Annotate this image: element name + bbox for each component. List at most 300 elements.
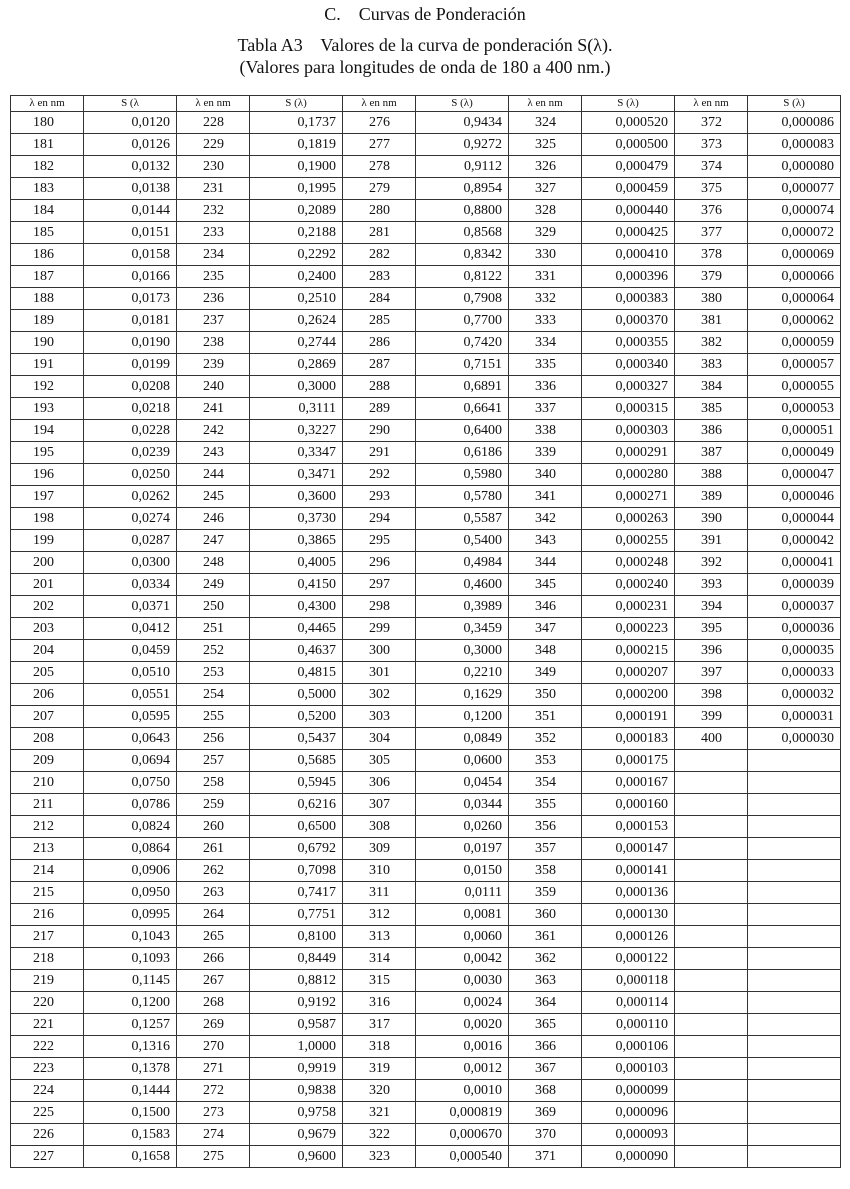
wavelength-cell — [675, 904, 748, 926]
wavelength-cell: 377 — [675, 222, 748, 244]
wavelength-cell: 309 — [343, 838, 416, 860]
weight-value-cell — [748, 1146, 841, 1168]
wavelength-cell: 180 — [11, 112, 84, 134]
weight-value-cell: 0,4005 — [250, 552, 343, 574]
wavelength-cell: 226 — [11, 1124, 84, 1146]
weight-value-cell: 0,000042 — [748, 530, 841, 552]
wavelength-cell — [675, 1102, 748, 1124]
weight-value-cell: 0,000106 — [582, 1036, 675, 1058]
weight-value-cell: 0,000099 — [582, 1080, 675, 1102]
wavelength-cell — [675, 1124, 748, 1146]
wavelength-cell: 233 — [177, 222, 250, 244]
wavelength-cell — [675, 926, 748, 948]
weight-value-cell: 0,000114 — [582, 992, 675, 1014]
wavelength-cell: 295 — [343, 530, 416, 552]
wavelength-cell: 301 — [343, 662, 416, 684]
table-row — [11, 948, 841, 970]
wavelength-cell: 278 — [343, 156, 416, 178]
weight-value-cell — [748, 794, 841, 816]
wavelength-cell: 244 — [177, 464, 250, 486]
weight-value-cell: 0,000160 — [582, 794, 675, 816]
table-row — [11, 310, 841, 332]
weight-value-cell: 0,000072 — [748, 222, 841, 244]
wavelength-cell: 331 — [509, 266, 582, 288]
table-row — [11, 750, 841, 772]
weight-value-cell: 0,0120 — [84, 112, 177, 134]
weight-value-cell: 0,8100 — [250, 926, 343, 948]
wavelength-cell: 330 — [509, 244, 582, 266]
weight-value-cell: 0,8449 — [250, 948, 343, 970]
wavelength-cell: 218 — [11, 948, 84, 970]
weight-value-cell: 0,0600 — [416, 750, 509, 772]
weight-value-cell: 0,1316 — [84, 1036, 177, 1058]
wavelength-cell: 289 — [343, 398, 416, 420]
weight-value-cell: 0,8342 — [416, 244, 509, 266]
wavelength-cell: 242 — [177, 420, 250, 442]
weight-value-cell: 0,000093 — [582, 1124, 675, 1146]
weight-value-cell: 0,000062 — [748, 310, 841, 332]
weight-value-cell: 0,000103 — [582, 1058, 675, 1080]
weight-value-cell: 0,000035 — [748, 640, 841, 662]
weight-value-cell: 0,000039 — [748, 574, 841, 596]
wavelength-cell: 184 — [11, 200, 84, 222]
wavelength-cell — [675, 1036, 748, 1058]
weight-value-cell: 0,1093 — [84, 948, 177, 970]
table-row — [11, 222, 841, 244]
wavelength-cell: 195 — [11, 442, 84, 464]
wavelength-cell: 265 — [177, 926, 250, 948]
weight-value-cell — [748, 1080, 841, 1102]
wavelength-cell: 296 — [343, 552, 416, 574]
weight-value-cell: 0,2089 — [250, 200, 343, 222]
weight-value-cell — [748, 860, 841, 882]
wavelength-cell: 303 — [343, 706, 416, 728]
weight-value-cell: 0,2510 — [250, 288, 343, 310]
weight-value-cell: 0,0786 — [84, 794, 177, 816]
weight-value-cell: 0,0595 — [84, 706, 177, 728]
wavelength-cell: 251 — [177, 618, 250, 640]
wavelength-cell — [675, 1080, 748, 1102]
weight-value-cell: 0,1200 — [416, 706, 509, 728]
weight-value-cell: 0,000303 — [582, 420, 675, 442]
weight-value-cell: 0,1444 — [84, 1080, 177, 1102]
table-row — [11, 552, 841, 574]
wavelength-cell: 221 — [11, 1014, 84, 1036]
weight-value-cell: 0,5685 — [250, 750, 343, 772]
weight-value-cell: 0,0016 — [416, 1036, 509, 1058]
weight-value-cell: 0,0150 — [416, 860, 509, 882]
weight-value-cell: 0,000167 — [582, 772, 675, 794]
weight-value-cell: 0,000291 — [582, 442, 675, 464]
weight-value-cell: 0,9587 — [250, 1014, 343, 1036]
wavelength-cell: 339 — [509, 442, 582, 464]
weight-value-cell: 0,0081 — [416, 904, 509, 926]
wavelength-cell: 206 — [11, 684, 84, 706]
table-row — [11, 178, 841, 200]
weight-value-cell: 0,000086 — [748, 112, 841, 134]
weight-value-cell: 0,000153 — [582, 816, 675, 838]
wavelength-cell: 390 — [675, 508, 748, 530]
wavelength-cell: 189 — [11, 310, 84, 332]
weight-value-cell: 0,000041 — [748, 552, 841, 574]
table-row — [11, 288, 841, 310]
table-row — [11, 1124, 841, 1146]
weight-value-cell: 0,0412 — [84, 618, 177, 640]
wavelength-cell: 245 — [177, 486, 250, 508]
weight-value-cell: 0,000425 — [582, 222, 675, 244]
weight-value-cell: 0,0551 — [84, 684, 177, 706]
weight-value-cell: 0,000500 — [582, 134, 675, 156]
wavelength-cell: 396 — [675, 640, 748, 662]
weight-value-cell: 0,0300 — [84, 552, 177, 574]
weight-value-cell: 0,000032 — [748, 684, 841, 706]
wavelength-cell: 366 — [509, 1036, 582, 1058]
weight-value-cell: 0,0030 — [416, 970, 509, 992]
wavelength-cell: 231 — [177, 178, 250, 200]
weight-value-cell: 0,000066 — [748, 266, 841, 288]
weight-value-cell: 0,000090 — [582, 1146, 675, 1168]
weight-value-cell: 0,4465 — [250, 618, 343, 640]
wavelength-cell: 349 — [509, 662, 582, 684]
table-row — [11, 618, 841, 640]
weight-value-cell: 0,6400 — [416, 420, 509, 442]
weight-value-cell: 0,8800 — [416, 200, 509, 222]
weight-value-cell: 0,0166 — [84, 266, 177, 288]
wavelength-cell: 385 — [675, 398, 748, 420]
weight-value-cell: 0,3865 — [250, 530, 343, 552]
wavelength-cell: 293 — [343, 486, 416, 508]
wavelength-cell: 381 — [675, 310, 748, 332]
wavelength-cell: 276 — [343, 112, 416, 134]
table-row — [11, 244, 841, 266]
wavelength-cell: 368 — [509, 1080, 582, 1102]
wavelength-cell: 365 — [509, 1014, 582, 1036]
weight-value-cell: 0,9112 — [416, 156, 509, 178]
wavelength-cell: 194 — [11, 420, 84, 442]
weight-value-cell: 0,9600 — [250, 1146, 343, 1168]
table-title-line-1: Tabla A3 Valores de la curva de ponderación S(λ). — [237, 35, 613, 55]
wavelength-cell: 274 — [177, 1124, 250, 1146]
weight-value-cell: 0,0287 — [84, 530, 177, 552]
wavelength-cell: 340 — [509, 464, 582, 486]
weight-value-cell: 0,000110 — [582, 1014, 675, 1036]
weight-value-cell: 0,2744 — [250, 332, 343, 354]
wavelength-cell: 258 — [177, 772, 250, 794]
wavelength-cell — [675, 860, 748, 882]
weight-value-cell: 0,0849 — [416, 728, 509, 750]
wavelength-cell: 241 — [177, 398, 250, 420]
wavelength-cell: 370 — [509, 1124, 582, 1146]
weight-value-cell: 0,1500 — [84, 1102, 177, 1124]
wavelength-cell: 261 — [177, 838, 250, 860]
weight-value-cell: 0,8122 — [416, 266, 509, 288]
wavelength-cell: 337 — [509, 398, 582, 420]
wavelength-cell: 288 — [343, 376, 416, 398]
weight-value-cell: 0,8954 — [416, 178, 509, 200]
weight-value-cell: 0,9679 — [250, 1124, 343, 1146]
wavelength-cell: 270 — [177, 1036, 250, 1058]
wavelength-cell: 229 — [177, 134, 250, 156]
wavelength-cell: 387 — [675, 442, 748, 464]
weight-value-cell — [748, 970, 841, 992]
wavelength-cell: 364 — [509, 992, 582, 1014]
weight-value-cell: 0,000118 — [582, 970, 675, 992]
weight-value-cell: 0,0132 — [84, 156, 177, 178]
weight-value-cell: 0,4815 — [250, 662, 343, 684]
weight-value-cell: 0,000315 — [582, 398, 675, 420]
wavelength-cell: 358 — [509, 860, 582, 882]
weight-value-cell — [748, 926, 841, 948]
wavelength-cell: 222 — [11, 1036, 84, 1058]
wavelength-cell: 350 — [509, 684, 582, 706]
weight-value-cell: 0,000340 — [582, 354, 675, 376]
weight-value-cell: 0,1629 — [416, 684, 509, 706]
weight-value-cell: 0,0197 — [416, 838, 509, 860]
weight-value-cell: 0,0510 — [84, 662, 177, 684]
wavelength-cell: 375 — [675, 178, 748, 200]
table-row — [11, 1080, 841, 1102]
weight-value-cell: 0,0260 — [416, 816, 509, 838]
weight-value-cell: 0,000223 — [582, 618, 675, 640]
weight-value-cell: 0,000033 — [748, 662, 841, 684]
wavelength-cell: 277 — [343, 134, 416, 156]
weight-value-cell: 0,000074 — [748, 200, 841, 222]
wavelength-cell: 378 — [675, 244, 748, 266]
wavelength-cell: 361 — [509, 926, 582, 948]
table-row — [11, 508, 841, 530]
table-row — [11, 816, 841, 838]
weighting-table — [10, 95, 841, 1168]
weight-value-cell: 0,000083 — [748, 134, 841, 156]
weight-value-cell: 0,0218 — [84, 398, 177, 420]
weight-value-cell: 0,5200 — [250, 706, 343, 728]
wavelength-cell: 379 — [675, 266, 748, 288]
wavelength-cell: 351 — [509, 706, 582, 728]
wavelength-header-3: λ en nm — [343, 96, 416, 112]
table-row — [11, 970, 841, 992]
weight-value-cell: 0,0010 — [416, 1080, 509, 1102]
weight-value-cell: 0,3600 — [250, 486, 343, 508]
weight-value-cell: 0,1995 — [250, 178, 343, 200]
weight-value-cell — [748, 838, 841, 860]
wavelength-cell: 255 — [177, 706, 250, 728]
wavelength-cell — [675, 948, 748, 970]
wavelength-cell: 394 — [675, 596, 748, 618]
wavelength-cell: 298 — [343, 596, 416, 618]
table-row — [11, 596, 841, 618]
wavelength-cell: 185 — [11, 222, 84, 244]
wavelength-cell: 253 — [177, 662, 250, 684]
weight-value-cell: 0,3459 — [416, 618, 509, 640]
weight-value-cell — [748, 992, 841, 1014]
weight-value-cell: 0,0020 — [416, 1014, 509, 1036]
weight-value-cell: 0,0151 — [84, 222, 177, 244]
wavelength-cell: 384 — [675, 376, 748, 398]
weight-value-cell: 0,000231 — [582, 596, 675, 618]
weight-value-cell: 0,000141 — [582, 860, 675, 882]
wavelength-cell: 362 — [509, 948, 582, 970]
wavelength-cell: 257 — [177, 750, 250, 772]
wavelength-cell: 254 — [177, 684, 250, 706]
wavelength-cell — [675, 794, 748, 816]
wavelength-cell: 344 — [509, 552, 582, 574]
weight-value-cell: 0,000046 — [748, 486, 841, 508]
weight-value-cell: 0,000540 — [416, 1146, 509, 1168]
wavelength-cell: 188 — [11, 288, 84, 310]
weight-value-cell: 0,000030 — [748, 728, 841, 750]
weight-value-cell: 0,0995 — [84, 904, 177, 926]
wavelength-cell: 400 — [675, 728, 748, 750]
wavelength-cell: 338 — [509, 420, 582, 442]
weight-value-cell: 0,0694 — [84, 750, 177, 772]
wavelength-cell: 380 — [675, 288, 748, 310]
wavelength-cell: 343 — [509, 530, 582, 552]
weight-value-cell: 0,000479 — [582, 156, 675, 178]
table-row — [11, 640, 841, 662]
table-row — [11, 112, 841, 134]
wavelength-cell: 352 — [509, 728, 582, 750]
wavelength-cell: 220 — [11, 992, 84, 1014]
wavelength-cell: 238 — [177, 332, 250, 354]
table-row — [11, 376, 841, 398]
wavelength-cell — [675, 1146, 748, 1168]
wavelength-cell: 211 — [11, 794, 84, 816]
weight-value-cell: 0,7908 — [416, 288, 509, 310]
wavelength-cell: 260 — [177, 816, 250, 838]
wavelength-cell: 354 — [509, 772, 582, 794]
wavelength-cell: 389 — [675, 486, 748, 508]
wavelength-cell: 291 — [343, 442, 416, 464]
weight-value-cell: 0,6891 — [416, 376, 509, 398]
table-row — [11, 794, 841, 816]
table-row — [11, 1036, 841, 1058]
wavelength-cell: 243 — [177, 442, 250, 464]
weight-value-cell: 0,000271 — [582, 486, 675, 508]
weight-value-cell: 0,7700 — [416, 310, 509, 332]
wavelength-cell: 259 — [177, 794, 250, 816]
wavelength-cell: 359 — [509, 882, 582, 904]
wavelength-cell: 345 — [509, 574, 582, 596]
wavelength-cell: 318 — [343, 1036, 416, 1058]
weight-value-cell: 0,7751 — [250, 904, 343, 926]
wavelength-cell: 369 — [509, 1102, 582, 1124]
wavelength-cell: 312 — [343, 904, 416, 926]
wavelength-cell: 320 — [343, 1080, 416, 1102]
wavelength-cell: 388 — [675, 464, 748, 486]
weight-value-cell: 0,9838 — [250, 1080, 343, 1102]
wavelength-cell: 299 — [343, 618, 416, 640]
table-row — [11, 1146, 841, 1168]
wavelength-cell: 386 — [675, 420, 748, 442]
wavelength-cell: 275 — [177, 1146, 250, 1168]
table-row — [11, 486, 841, 508]
wavelength-cell: 313 — [343, 926, 416, 948]
weight-value-cell: 0,000064 — [748, 288, 841, 310]
wavelength-cell: 292 — [343, 464, 416, 486]
wavelength-cell: 311 — [343, 882, 416, 904]
weight-value-cell: 0,3471 — [250, 464, 343, 486]
wavelength-cell: 376 — [675, 200, 748, 222]
wavelength-cell: 310 — [343, 860, 416, 882]
weight-value-cell: 0,000819 — [416, 1102, 509, 1124]
weight-value-cell: 0,000280 — [582, 464, 675, 486]
wavelength-cell: 190 — [11, 332, 84, 354]
table-row — [11, 442, 841, 464]
wavelength-cell: 382 — [675, 332, 748, 354]
wavelength-cell: 183 — [11, 178, 84, 200]
wavelength-cell: 262 — [177, 860, 250, 882]
table-row — [11, 464, 841, 486]
wavelength-cell: 282 — [343, 244, 416, 266]
weight-value-cell: 0,0643 — [84, 728, 177, 750]
wavelength-cell: 280 — [343, 200, 416, 222]
weight-value-cell: 0,6792 — [250, 838, 343, 860]
wavelength-cell: 323 — [343, 1146, 416, 1168]
weight-value-cell: 0,0371 — [84, 596, 177, 618]
weight-value-cell: 0,4150 — [250, 574, 343, 596]
wavelength-cell: 210 — [11, 772, 84, 794]
wavelength-cell: 186 — [11, 244, 84, 266]
wavelength-cell: 263 — [177, 882, 250, 904]
wavelength-cell: 332 — [509, 288, 582, 310]
weight-value-cell: 0,5780 — [416, 486, 509, 508]
weight-value-cell: 0,2210 — [416, 662, 509, 684]
table-row — [11, 266, 841, 288]
weight-value-cell: 0,3989 — [416, 596, 509, 618]
weight-value-cell: 0,2400 — [250, 266, 343, 288]
weight-value-cell: 0,0459 — [84, 640, 177, 662]
weight-value-cell: 0,5400 — [416, 530, 509, 552]
wavelength-cell: 225 — [11, 1102, 84, 1124]
weight-value-cell: 0,0250 — [84, 464, 177, 486]
weight-value-cell: 0,0181 — [84, 310, 177, 332]
table-row — [11, 134, 841, 156]
wavelength-cell: 399 — [675, 706, 748, 728]
wavelength-cell: 235 — [177, 266, 250, 288]
weight-value-cell: 0,2292 — [250, 244, 343, 266]
wavelength-cell: 192 — [11, 376, 84, 398]
wavelength-header-5: λ en nm — [675, 96, 748, 112]
wavelength-cell: 240 — [177, 376, 250, 398]
weight-value-cell — [748, 882, 841, 904]
wavelength-cell: 203 — [11, 618, 84, 640]
wavelength-cell: 360 — [509, 904, 582, 926]
wavelength-cell: 371 — [509, 1146, 582, 1168]
table-row — [11, 354, 841, 376]
wavelength-cell: 199 — [11, 530, 84, 552]
weight-value-cell: 0,3000 — [416, 640, 509, 662]
weight-value-cell: 0,000036 — [748, 618, 841, 640]
weight-value-cell: 0,000215 — [582, 640, 675, 662]
wavelength-cell: 391 — [675, 530, 748, 552]
wavelength-cell: 398 — [675, 684, 748, 706]
wavelength-cell: 246 — [177, 508, 250, 530]
wavelength-cell: 256 — [177, 728, 250, 750]
weight-value-cell: 0,7420 — [416, 332, 509, 354]
weight-value-cell: 0,3111 — [250, 398, 343, 420]
wavelength-cell: 329 — [509, 222, 582, 244]
wavelength-cell: 283 — [343, 266, 416, 288]
weight-value-cell: 0,6641 — [416, 398, 509, 420]
table-row — [11, 838, 841, 860]
weight-value-cell: 0,6186 — [416, 442, 509, 464]
weight-value-cell: 0,5000 — [250, 684, 343, 706]
wavelength-cell: 316 — [343, 992, 416, 1014]
weight-value-cell: 0,0334 — [84, 574, 177, 596]
wavelength-cell: 324 — [509, 112, 582, 134]
weight-value-cell: 0,0274 — [84, 508, 177, 530]
weight-value-cell: 0,4637 — [250, 640, 343, 662]
